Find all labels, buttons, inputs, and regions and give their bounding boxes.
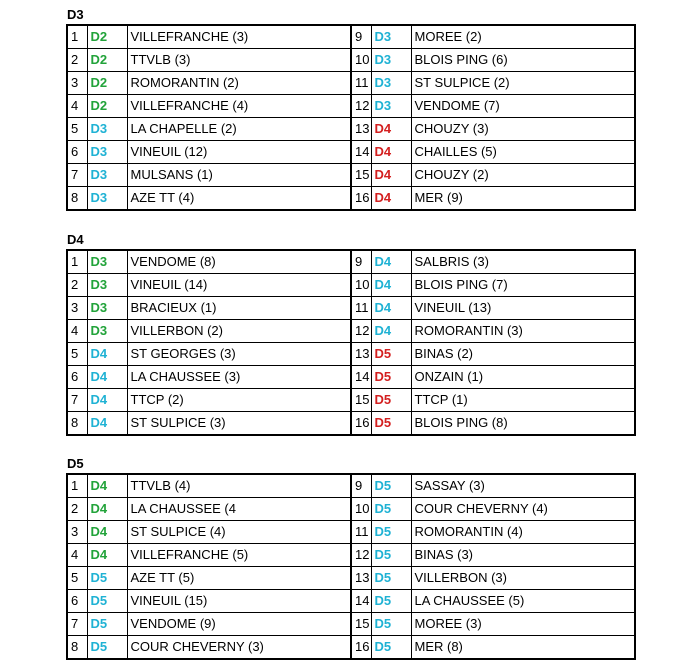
table-row [67, 366, 635, 389]
division-cell: D3 [87, 320, 127, 343]
division-cell: D5 [371, 412, 411, 436]
rank-cell: 15 [351, 389, 371, 412]
team-cell: ONZAIN (1) [411, 366, 635, 389]
rank-cell: 4 [67, 544, 87, 567]
rank-cell: 12 [351, 320, 371, 343]
rank-cell: 9 [351, 25, 371, 49]
team-cell: VILLEFRANCHE (5) [127, 544, 351, 567]
division-cell: D2 [87, 72, 127, 95]
rank-cell: 9 [351, 474, 371, 498]
division-cell: D5 [371, 366, 411, 389]
division-cell: D4 [371, 250, 411, 274]
division-cell: D4 [87, 389, 127, 412]
division-cell: D4 [87, 474, 127, 498]
rank-cell: 4 [67, 320, 87, 343]
rank-cell: 13 [351, 343, 371, 366]
section-title: D5 [67, 456, 84, 471]
rank-cell: 10 [351, 498, 371, 521]
table-row [67, 25, 635, 49]
team-cell: VILLERBON (3) [411, 567, 635, 590]
rank-cell: 8 [67, 187, 87, 211]
team-cell: AZE TT (5) [127, 567, 351, 590]
division-cell: D5 [371, 474, 411, 498]
division-cell: D4 [87, 412, 127, 436]
division-cell: D4 [371, 164, 411, 187]
division-cell: D5 [371, 343, 411, 366]
division-cell: D4 [87, 544, 127, 567]
rank-cell: 10 [351, 274, 371, 297]
rank-cell: 7 [67, 164, 87, 187]
team-cell: VINEUIL (12) [127, 141, 351, 164]
division-cell: D5 [371, 498, 411, 521]
division-cell: D5 [87, 613, 127, 636]
division-cell: D3 [371, 49, 411, 72]
table-row [67, 343, 635, 366]
team-cell: VINEUIL (14) [127, 274, 351, 297]
table-row [67, 164, 635, 187]
division-cell: D3 [87, 297, 127, 320]
division-cell: D3 [371, 72, 411, 95]
team-cell: COUR CHEVERNY (4) [411, 498, 635, 521]
division-cell: D3 [87, 118, 127, 141]
table-row [67, 544, 635, 567]
section-d5 [66, 455, 634, 660]
division-cell: D2 [87, 25, 127, 49]
rank-cell: 12 [351, 544, 371, 567]
team-cell: LA CHAPELLE (2) [127, 118, 351, 141]
rank-cell: 2 [67, 498, 87, 521]
table-row [67, 141, 635, 164]
section-title: D4 [67, 232, 84, 247]
team-cell: VINEUIL (15) [127, 590, 351, 613]
rank-cell: 13 [351, 567, 371, 590]
division-cell: D3 [87, 141, 127, 164]
rank-cell: 8 [67, 636, 87, 660]
rank-cell: 16 [351, 187, 371, 211]
rank-cell: 11 [351, 297, 371, 320]
team-cell: BRACIEUX (1) [127, 297, 351, 320]
rank-cell: 8 [67, 412, 87, 436]
table-row [67, 72, 635, 95]
rank-cell: 7 [67, 389, 87, 412]
division-cell: D3 [371, 95, 411, 118]
team-cell: COUR CHEVERNY (3) [127, 636, 351, 660]
team-cell: SALBRIS (3) [411, 250, 635, 274]
division-cell: D5 [371, 521, 411, 544]
division-cell: D4 [371, 320, 411, 343]
rank-cell: 1 [67, 474, 87, 498]
rank-cell: 3 [67, 72, 87, 95]
rank-cell: 2 [67, 274, 87, 297]
team-cell: LA CHAUSSEE (3) [127, 366, 351, 389]
table-row [67, 389, 635, 412]
rank-cell: 6 [67, 366, 87, 389]
rank-cell: 3 [67, 521, 87, 544]
rank-cell: 5 [67, 567, 87, 590]
division-cell: D3 [87, 164, 127, 187]
table-row [67, 412, 635, 436]
division-cell: D2 [87, 49, 127, 72]
team-cell: MER (8) [411, 636, 635, 660]
team-cell: CHOUZY (2) [411, 164, 635, 187]
division-cell: D3 [87, 274, 127, 297]
team-cell: BINAS (2) [411, 343, 635, 366]
team-cell: BLOIS PING (6) [411, 49, 635, 72]
table-row [67, 49, 635, 72]
rank-cell: 14 [351, 141, 371, 164]
rank-cell: 1 [67, 25, 87, 49]
team-cell: VILLEFRANCHE (3) [127, 25, 351, 49]
rank-cell: 13 [351, 118, 371, 141]
rank-cell: 2 [67, 49, 87, 72]
team-cell: BLOIS PING (8) [411, 412, 635, 436]
division-table [66, 473, 636, 660]
section-title: D3 [67, 7, 84, 22]
rank-cell: 11 [351, 72, 371, 95]
table-row [67, 320, 635, 343]
division-cell: D5 [371, 389, 411, 412]
team-cell: BLOIS PING (7) [411, 274, 635, 297]
division-cell: D4 [371, 118, 411, 141]
division-cell: D5 [87, 567, 127, 590]
division-cell: D5 [371, 590, 411, 613]
division-cell: D4 [87, 343, 127, 366]
team-cell: MER (9) [411, 187, 635, 211]
team-cell: SASSAY (3) [411, 474, 635, 498]
division-cell: D3 [87, 250, 127, 274]
division-cell: D5 [371, 613, 411, 636]
rank-cell: 6 [67, 590, 87, 613]
rank-cell: 5 [67, 118, 87, 141]
rank-cell: 3 [67, 297, 87, 320]
rank-cell: 6 [67, 141, 87, 164]
division-table [66, 24, 636, 211]
section-d4 [66, 231, 634, 436]
rank-cell: 12 [351, 95, 371, 118]
team-cell: LA CHAUSSEE (4 [127, 498, 351, 521]
division-table [66, 249, 636, 436]
rank-cell: 1 [67, 250, 87, 274]
team-cell: AZE TT (4) [127, 187, 351, 211]
division-cell: D5 [87, 590, 127, 613]
table-row [67, 118, 635, 141]
table-row [67, 250, 635, 274]
rank-cell: 16 [351, 412, 371, 436]
table-row [67, 95, 635, 118]
division-cell: D4 [371, 187, 411, 211]
team-cell: MOREE (3) [411, 613, 635, 636]
table-row [67, 274, 635, 297]
rank-cell: 4 [67, 95, 87, 118]
rank-cell: 5 [67, 343, 87, 366]
table-row [67, 474, 635, 498]
table-row [67, 297, 635, 320]
rank-cell: 9 [351, 250, 371, 274]
team-cell: VENDOME (7) [411, 95, 635, 118]
division-cell: D4 [87, 498, 127, 521]
team-cell: ST GEORGES (3) [127, 343, 351, 366]
team-cell: ST SULPICE (4) [127, 521, 351, 544]
team-cell: ROMORANTIN (4) [411, 521, 635, 544]
team-cell: CHAILLES (5) [411, 141, 635, 164]
team-cell: ST SULPICE (2) [411, 72, 635, 95]
rank-cell: 10 [351, 49, 371, 72]
team-cell: TTCP (2) [127, 389, 351, 412]
team-cell: VINEUIL (13) [411, 297, 635, 320]
division-cell: D5 [371, 567, 411, 590]
team-cell: VENDOME (9) [127, 613, 351, 636]
team-cell: CHOUZY (3) [411, 118, 635, 141]
rank-cell: 14 [351, 366, 371, 389]
rank-cell: 14 [351, 590, 371, 613]
division-cell: D3 [87, 187, 127, 211]
division-cell: D3 [371, 25, 411, 49]
team-cell: ST SULPICE (3) [127, 412, 351, 436]
rank-cell: 15 [351, 613, 371, 636]
table-row [67, 521, 635, 544]
division-cell: D5 [371, 544, 411, 567]
division-cell: D2 [87, 95, 127, 118]
team-cell: MOREE (2) [411, 25, 635, 49]
rank-cell: 15 [351, 164, 371, 187]
team-cell: TTVLB (4) [127, 474, 351, 498]
team-cell: TTCP (1) [411, 389, 635, 412]
team-cell: TTVLB (3) [127, 49, 351, 72]
team-cell: LA CHAUSSEE (5) [411, 590, 635, 613]
team-cell: VILLEFRANCHE (4) [127, 95, 351, 118]
rank-cell: 11 [351, 521, 371, 544]
table-row [67, 590, 635, 613]
section-d3 [66, 6, 634, 211]
table-row [67, 498, 635, 521]
team-cell: BINAS (3) [411, 544, 635, 567]
division-cell: D4 [371, 297, 411, 320]
division-cell: D4 [87, 521, 127, 544]
team-cell: ROMORANTIN (2) [127, 72, 351, 95]
division-cell: D5 [87, 636, 127, 660]
rank-cell: 16 [351, 636, 371, 660]
division-cell: D4 [371, 141, 411, 164]
rank-cell: 7 [67, 613, 87, 636]
team-cell: ROMORANTIN (3) [411, 320, 635, 343]
team-cell: MULSANS (1) [127, 164, 351, 187]
table-row [67, 567, 635, 590]
division-cell: D4 [371, 274, 411, 297]
team-cell: VILLERBON (2) [127, 320, 351, 343]
table-row [67, 613, 635, 636]
team-cell: VENDOME (8) [127, 250, 351, 274]
division-cell: D5 [371, 636, 411, 660]
table-row [67, 636, 635, 660]
table-row [67, 187, 635, 211]
division-cell: D4 [87, 366, 127, 389]
